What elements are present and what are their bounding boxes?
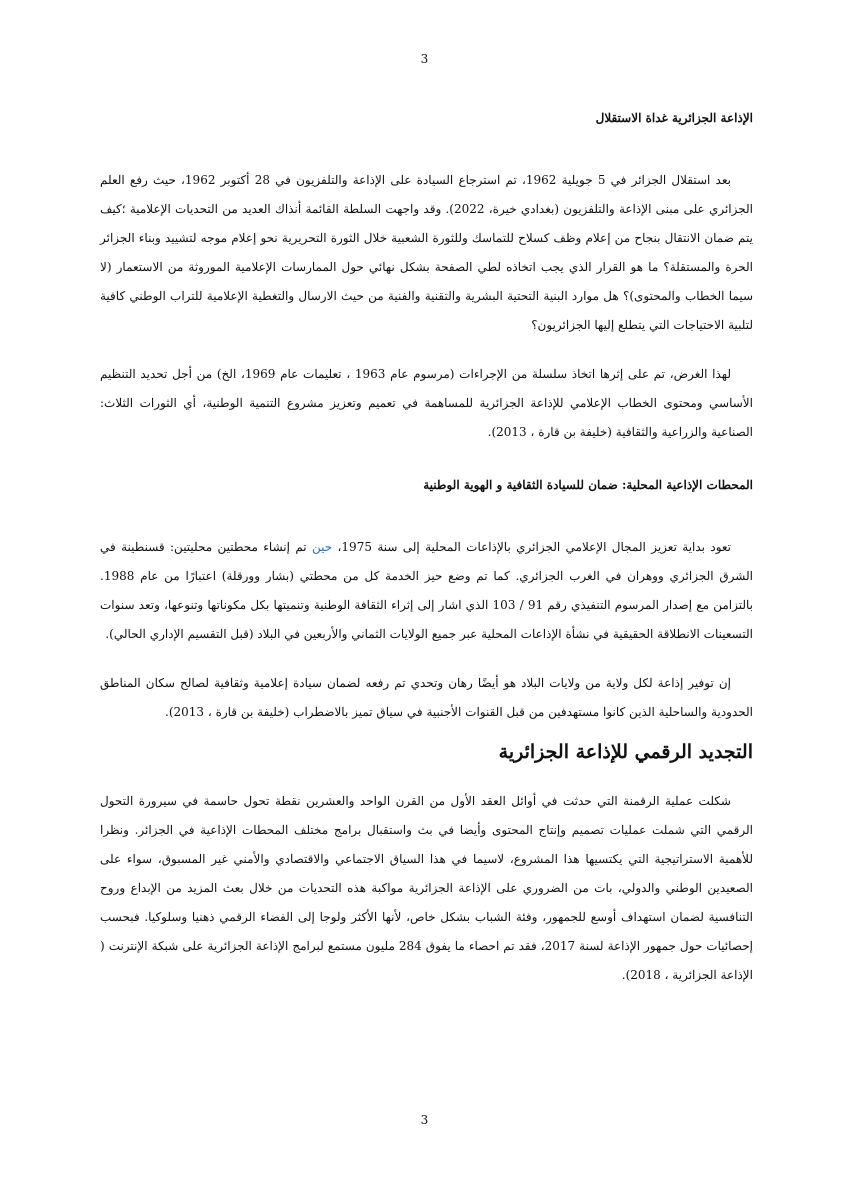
paragraph-local-stations-2: إن توفير إذاعة لكل ولاية من ولايات البلاد هو أيضًا رهان وتحدي تم رفعه لضمان سيادة إعلامية وثقافية لصالح سكان المناطق الحدودية والساحلية الذين كانوا مستهدفين من قبل القنوات الأجنبية في سياق تميز بالاضطراب (خليفة بن قارة ، 2013).: [100, 675, 753, 719]
paragraph-independence-1: بعد استقلال الجزائر في 5 جويلية 1962، تم استرجاع السيادة على الإذاعة والتلفزيون في 28 أكتوبر 1962، حيث رفع العلم الجزائري على مبنى الإذاعة والتلفزيون (بغدادي خيرة، 2022). وقد واجهت السلطة القائمة أنذاك العديد من التحديات الإعلامية ؛كيف يتم ضمان الانتقال بنجاح من إعلام وظف كسلاح للتماسك وللثورة الشعبية خلال الثورة التحريرية نحو إعلام موجه لتشييد وبناء الجزائر الحرة والمستقلة؟ ما هو القرار الذي يجب اتخاذه لطي الصفحة بشكل نهائي حول الممارسات الإعلامية الموروثة من الاستعمار (لا سيما الخطاب والمحتوى)؟ هل موارد البنية التحتية البشرية والتقنية والفنية من حيث الارسال والتغطية الإعلامية للتراب الوطني كافية لتلبية الاحتياجات التي يتطلع إليها الجزائريون؟: [100, 172, 753, 332]
page-number-bottom: 3: [420, 1113, 429, 1127]
highlighted-word: حين: [312, 539, 333, 554]
paragraph-local-stations-1-end: تم إنشاء محطتين محليتين: قسنطينة في الشرق الجزائري ووهران في الغرب الجزائري. كما تم وضع حيز الخدمة كل من محطتي (بشار وورقلة) اعتبارًا من عام 1988. بالتزامن مع إصدار المرسوم التنفيذي رقم 91 / 103 الذي اشار إلى إثراء الثقافة الوطنية وتنميتها بكل مكوناتها وتنوعها، وتعد سنوات التسعينات الانطلاقة الحقيقية في نشأة الإذاعات المحلية عبر جميع الولايات الثماني والأربعين في البلاد (قبل التقسيم الإداري الحالي).: [100, 539, 754, 641]
section-heading-local-stations: المحطات الإذاعية المحلية: ضمان للسيادة الثقافية و الهوية الوطنية: [423, 477, 753, 492]
paragraph-local-stations-1-start: تعود بداية تعزيز المجال الإعلامي الجزائري بالإذاعات المحلية إلى سنة 1975،: [332, 539, 732, 554]
paragraph-local-stations-1: [100, 533, 753, 649]
paragraph-independence-2: لهذا الغرض، تم على إثرها اتخاذ سلسلة من الإجراءات (مرسوم عام 1963 ، تعليمات عام 1969، الخ) من أجل تحديد التنظيم الأساسي ومحتوى الخطاب الإعلامي للإذاعة الجزائرية للمساهمة في تعميم وتعزيز مشروع التنمية الوطنية، أي الثورات الثلاث: الصناعية والزراعية والثقافية (خليفة بن قارة ، 2013).: [100, 366, 753, 439]
page-number-top: 3: [420, 52, 429, 66]
section-heading-independence: الإذاعة الجزائرية غداة الاستقلال: [595, 111, 753, 125]
section-heading-digital-renewal: التجديد الرقمي للإذاعة الجزائرية: [498, 740, 753, 763]
document-body: [100, 100, 753, 990]
paragraph-digital-renewal: شكلت عملية الرقمنة التي حدثت في أوائل العقد الأول من القرن الواحد والعشرين نقطة تحول حاسمة في سيرورة التحول الرقمي التي شملت عمليات تصميم وإنتاج المحتوى وأيضا في بث واستقبال برامج مختلف المحطات الإذاعية في الجزائر. ونظرا للأهمية الاستراتيجية التي يكتسيها هذا المشروع، لاسيما في هذا السياق الاجتماعي والاقتصادي والأمني غير المسبوق، سواء على الصعيدين الوطني والدولي، بات من الضروري على الإذاعة الجزائرية مواكبة هذه التحديات من خلال بعث المزيد من الإبداع وروح التنافسية لضمان استهداف أوسع للجمهور، وفئة الشباب بشكل خاص، لأنها الأكثر ولوجا إلى الفضاء الرقمي ذهنيا وسلوكيا. فبحسب إحصائيات حول جمهور الإذاعة لسنة 2017، فقد تم احصاء ما يفوق 284 مليون مستمع لبرامج الإذاعة الجزائرية على شبكة الإنترنت ( الإذاعة الجزائرية ، 2018).: [100, 793, 753, 982]
